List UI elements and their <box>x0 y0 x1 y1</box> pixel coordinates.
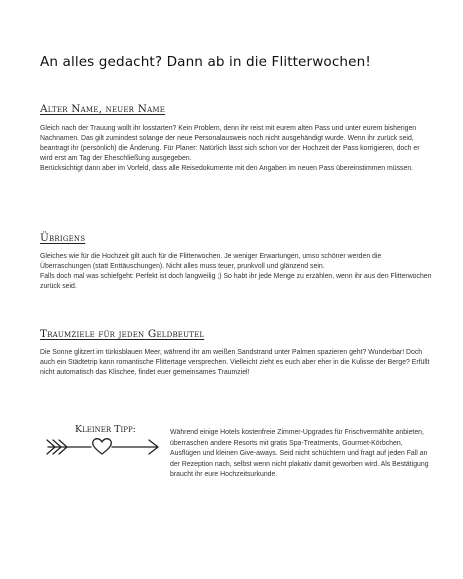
paragraph: Gleiches wie für die Hochzeit gilt auch für die Flitterwochen. Je weniger Erwartungen, umso schöner werden die Überraschungen (statt Enttäuschungen). Nicht alles muss teuer, prunkvoll und glänzend sein. <box>40 253 382 270</box>
section-body-traumziele <box>40 348 432 378</box>
section-heading-uebrigens: Übrigens <box>40 232 86 244</box>
tip-paragraph: Während einige Hotels kostenfreie Zimmer-Upgrades für Frischvermählte anbieten, überraschen andere Resorts mit gratis Spa-Treatments, Gourmet-Körbchen, Ausflügen und kleinen Give-aways. Seid nicht schüchtern und fragt auf jeden Fall an der Rezeption nach, selbst wenn nicht plakativ damit geworben wird. Als Bestätigung braucht ihr eure Hochzeitsurkunde. <box>170 429 429 479</box>
paragraph: Gleich nach der Trauung wollt ihr losstarten? Kein Problem, denn ihr reist mit eurem alten Pass und unter eurem bisherigen Nachnamen. Das gilt zumindest solange der neue Personalausweis noch nicht ausgehändigt wurde. Wenn ihr zurück seid, beantragt ihr (persönlich) die Änderung. Für Planer: Natürlich lässt sich schon vor der Hochzeit der Pass korrigieren, doch er wird erst am Tag der Eheschließung ausgegeben. <box>40 125 420 162</box>
section-heading-traumziele: Traumziele für jeden Geldbeutel <box>40 328 205 340</box>
paragraph: Berücksichtigt dann aber im Vorfeld, dass alle Reisedokumente mit den Angaben im neuen Pass übereinstimmen müssen. <box>40 165 414 172</box>
tip-text <box>170 428 432 481</box>
section-heading-name: Alter Name, neuer Name <box>40 103 166 115</box>
section-body-name <box>40 124 432 174</box>
heart-arrow-icon <box>44 432 162 462</box>
paragraph: Die Sonne glitzert im türkisblauen Meer, während ihr am weißen Sandstrand unter Palmen spazieren geht? Wunderbar! Doch auch ein Städtetrip kann romantische Flittertage versprechen. Vielleicht zieht es euch aber eher in die Kulisse der Berge? Erfüllt nicht automatisch das Klischee, findet euer gemeinsames Traumziel! <box>40 349 430 376</box>
page-title: An alles gedacht? Dann ab in die Flitterwochen! <box>40 54 371 70</box>
paragraph: Falls doch mal was schiefgeht: Perfekt ist doch langweilig ;) So habt ihr jede Menge zu erzählen, wenn ihr aus den Flitterwochen zurück seid. <box>40 273 432 290</box>
tip-label: Kleiner Tipp: <box>75 424 136 435</box>
section-body-uebrigens <box>40 252 432 292</box>
